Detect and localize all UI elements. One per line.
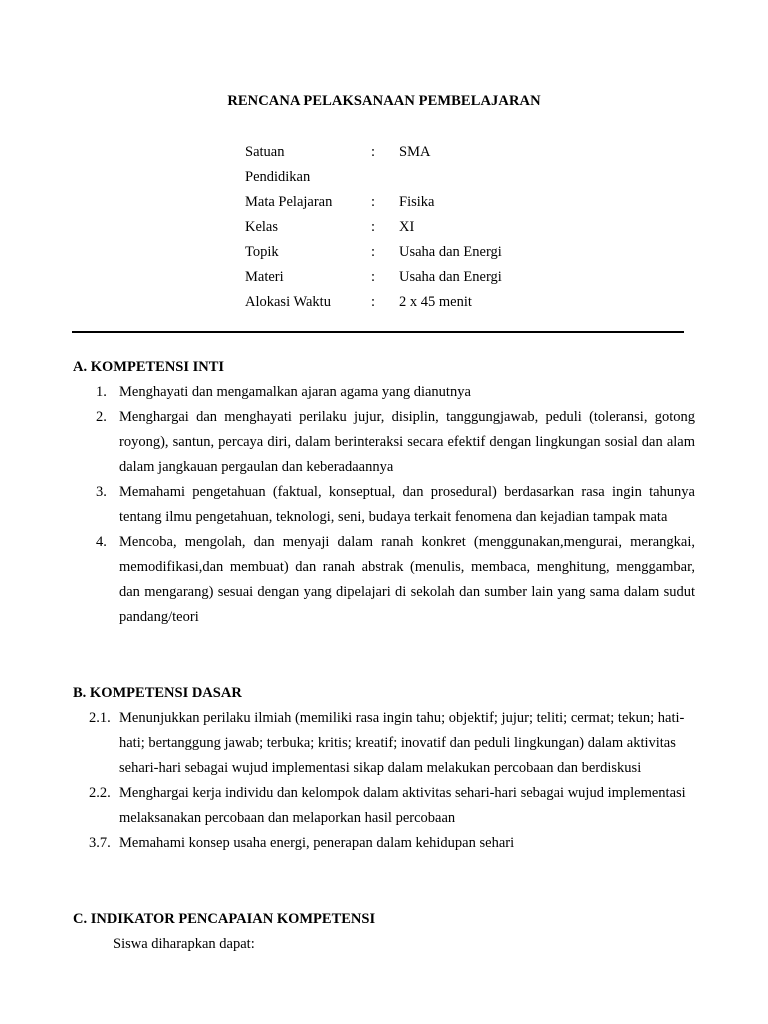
identity-colon: :	[371, 294, 376, 310]
list-item	[73, 405, 695, 480]
list-item	[73, 480, 695, 530]
identity-row-topik	[245, 240, 502, 265]
identity-value: Fisika	[399, 194, 435, 210]
kompetensi-dasar-list	[73, 706, 695, 856]
kompetensi-inti-list	[73, 380, 695, 630]
identity-label: Materi	[245, 269, 284, 285]
list-text: Menghargai dan menghayati perilaku jujur, disiplin, tanggungjawab, peduli (toleransi, gotong royong), santun, percaya diri, dalam berinteraksi secara efektif dengan lingkungan sosial dan alam dalam jangkauan pergaulan dan keberadaannya	[119, 409, 695, 475]
list-item	[73, 380, 695, 405]
list-number: 4.	[96, 534, 107, 550]
identity-value: Usaha dan Energi	[399, 269, 502, 285]
list-number: 2.1.	[89, 710, 111, 726]
list-text: Memahami pengetahuan (faktual, konseptual, dan prosedural) berdasarkan rasa ingin tahunya tentang ilmu pengetahuan, teknologi, seni, budaya terkait fenomena dan kejadian tampak mata	[119, 484, 695, 525]
section-kompetensi-inti	[73, 355, 695, 630]
list-item	[73, 706, 695, 781]
list-number: 1.	[96, 384, 107, 400]
list-item	[73, 530, 695, 630]
identity-value: XI	[399, 219, 415, 235]
section-kompetensi-dasar	[73, 681, 695, 856]
identity-value: 2 x 45 menit	[399, 294, 472, 310]
identity-label: Kelas	[245, 219, 279, 235]
identity-row-satuan	[245, 140, 502, 190]
section-heading: C. INDIKATOR PENCAPAIAN KOMPETENSI	[73, 911, 376, 927]
list-text: Menghargai kerja individu dan kelompok dalam aktivitas sehari-hari sebagai wujud implementasi melaksanakan percobaan dan melaporkan hasil percobaan	[119, 785, 686, 826]
section-heading: B. KOMPETENSI DASAR	[73, 685, 242, 701]
identity-row-kelas	[245, 215, 502, 240]
list-number: 2.	[96, 409, 107, 425]
identity-colon: :	[371, 244, 376, 260]
identity-value: Usaha dan Energi	[399, 244, 502, 260]
identity-row-materi	[245, 265, 502, 290]
identity-colon: :	[371, 194, 376, 210]
section-intro: Siswa diharapkan dapat:	[113, 936, 255, 952]
list-number: 2.2.	[89, 785, 111, 801]
list-text: Menghayati dan mengamalkan ajaran agama yang dianutnya	[119, 384, 471, 400]
section-indikator	[73, 907, 695, 957]
identity-label: Mata Pelajaran	[245, 194, 333, 210]
identity-label: Alokasi Waktu	[245, 294, 331, 310]
identity-value: SMA	[399, 144, 431, 160]
list-text: Menunjukkan perilaku ilmiah (memiliki rasa ingin tahu; objektif; jujur; teliti; cermat; tekun; hati-hati; bertanggung jawab; terbuka; kritis; kreatif; inovatif dan peduli lingkungan) dalam aktivitas sehari-hari sebagai wujud implementasi sikap dalam melakukan percobaan dan berdiskusi	[119, 710, 685, 776]
identity-label: Satuan Pendidikan	[245, 144, 311, 185]
identity-colon: :	[371, 269, 376, 285]
list-item	[73, 831, 695, 856]
list-item	[73, 781, 695, 831]
identity-colon: :	[371, 219, 376, 235]
identity-table	[245, 140, 502, 315]
list-text: Memahami konsep usaha energi, penerapan dalam kehidupan sehari	[119, 835, 515, 851]
identity-label: Topik	[245, 244, 279, 260]
identity-colon: :	[371, 144, 376, 160]
list-number: 3.7.	[89, 835, 111, 851]
list-text: Mencoba, mengolah, dan menyaji dalam ranah konkret (menggunakan,mengurai, merangkai, memodifikasi,dan membuat) dan ranah abstrak (menulis, membaca, menghitung, menggambar, dan mengarang) sesuai dengan yang dipelajari di sekolah dan sumber lain yang sama dalam sudut pandang/teori	[119, 534, 695, 625]
list-number: 3.	[96, 484, 107, 500]
page-title: RENCANA PELAKSANAAN PEMBELAJARAN	[227, 93, 541, 109]
section-heading: A. KOMPETENSI INTI	[73, 359, 225, 375]
horizontal-divider	[72, 331, 684, 333]
identity-row-alokasi	[245, 290, 502, 315]
identity-row-mapel	[245, 190, 502, 215]
